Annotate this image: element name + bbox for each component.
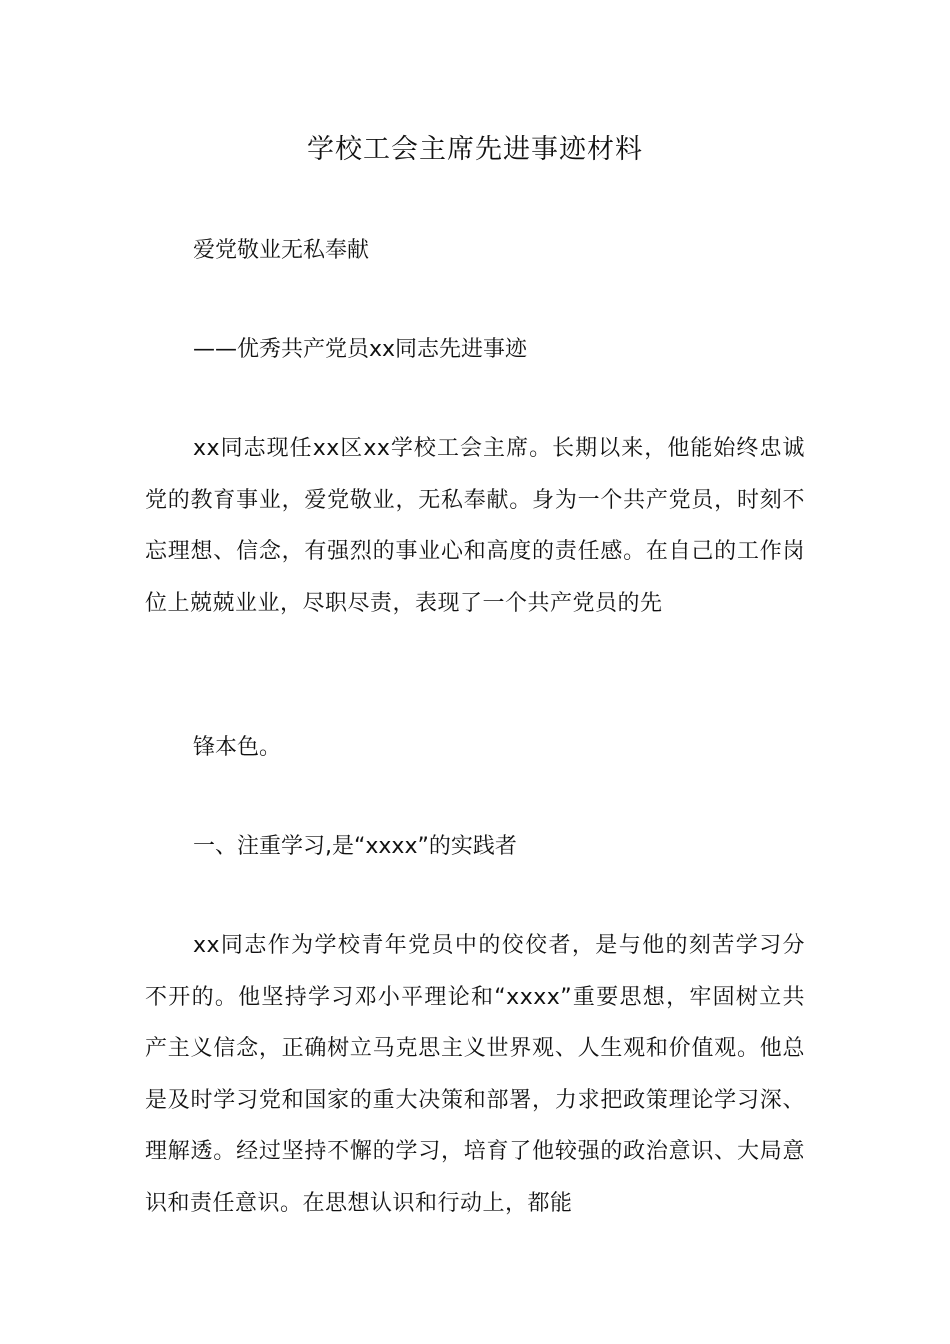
body-paragraph: xx同志作为学校青年党员中的佼佼者，是与他的刻苦学习分不开的。他坚持学习邓小平理论和“xxxx”重要思想，牢固树立共产主义信念，正确树立马克思主义世界观、人生观和价值观。他总是及时学习党和国家的重大决策和部署，力求把政策理论学习深、理解透。经过坚持不懈的学习，培育了他较强的政治意识、大局意识和责任意识。在思想认识和行动上，都能 [145, 933, 805, 1216]
section-heading: 一、注重学习,是“xxxx”的实践者 [193, 834, 517, 859]
document-byline: ——优秀共产党员xx同志先进事迹 [193, 337, 528, 362]
document-title: 学校工会主席先进事迹材料 [307, 134, 643, 165]
document-subtitle: 爱党敬业无私奉献 [193, 238, 370, 263]
body-paragraph: xx同志现任xx区xx学校工会主席。长期以来，他能始终忠诚党的教育事业，爱党敬业，无私奉献。身为一个共产党员，时刻不忘理想、信念，有强烈的事业心和高度的责任感。在自己的工作岗位上兢兢业业，尽职尽责，表现了一个共产党员的先 [145, 436, 805, 616]
body-paragraph-continuation: 锋本色。 [193, 735, 282, 760]
